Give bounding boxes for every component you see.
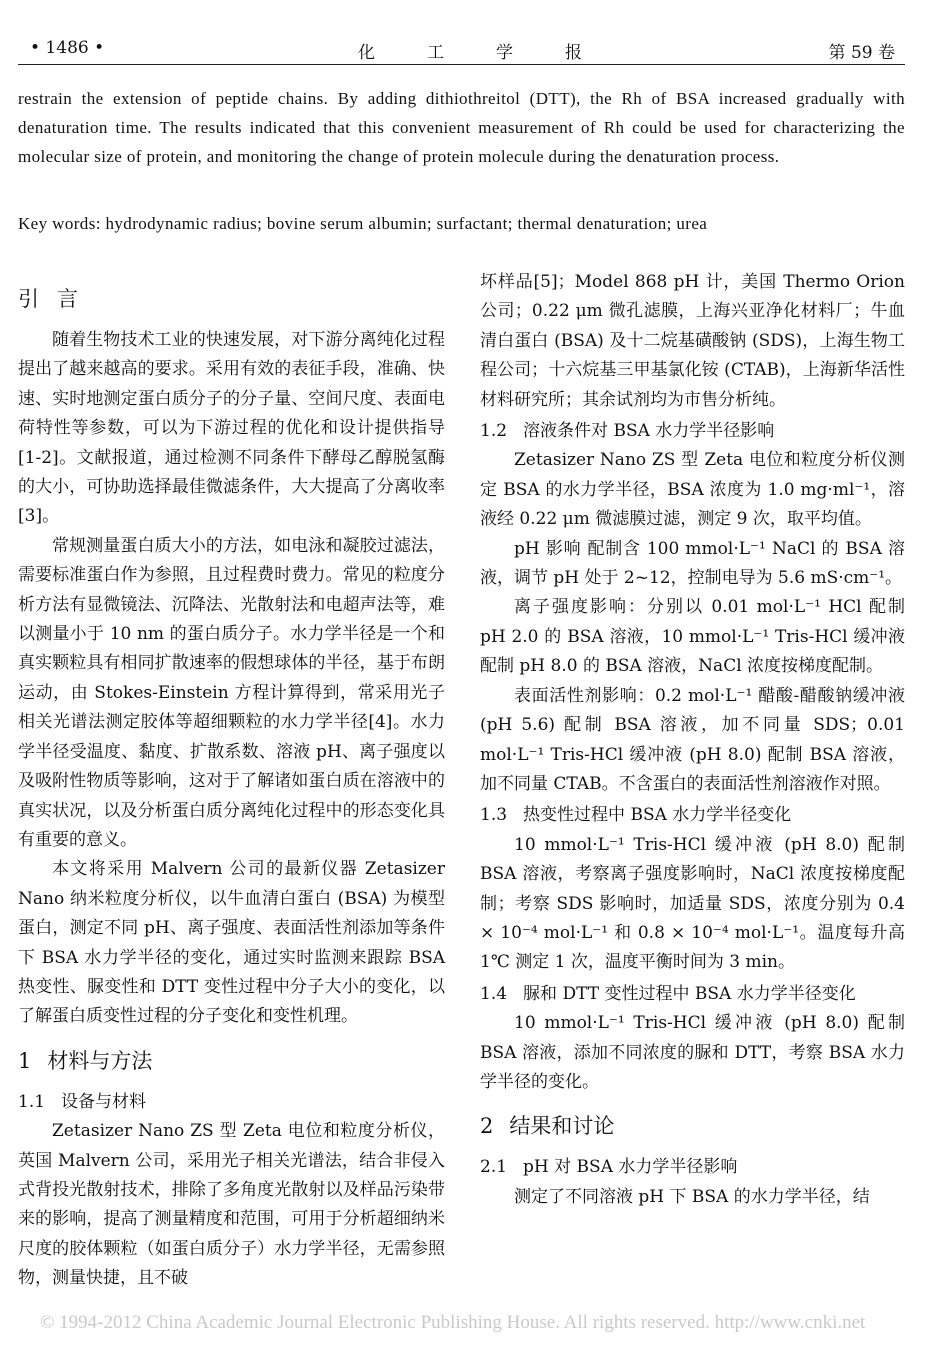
subsection-number: 1.2 [480,421,508,442]
section-title: 结果和讨论 [509,1114,615,1139]
paragraph: 表面活性剂影响：0.2 mol·L⁻¹ 醋酸-醋酸钠缓冲液 (pH 5.6) 配制 BSA 溶液，加不同量 SDS；0.01 mol·L⁻¹ Tris-HCl 缓冲液 (pH 8.0) 配制 BSA 溶液，加不同量 CTAB。不含蛋白的表面活性剂溶液作对照。 [480,685,905,794]
paragraph: Zetasizer Nano ZS 型 Zeta 电位和粒度分析仪测定 BSA 的水力学半径，BSA 浓度为 1.0 mg·ml⁻¹，溶液经 0.22 μm 微滤膜过滤，测定 9 次，取平均值。 [480,450,905,530]
subsection-title: 脲和 DTT 变性过程中 BSA 水力学半径变化 [523,983,856,1004]
section-heading [480,1109,905,1143]
paragraph: Zetasizer Nano ZS 型 Zeta 电位和粒度分析仪，英国 Malvern 公司，采用光子相关光谱法，结合非侵入式背投光散射技术，排除了多角度光散射以及样品污染带来的影响，提高了测量精度和范围，可用于分析超细纳米尺度的胶体颗粒（如蛋白质分子）水力学半径，无需参照物，测量快捷，且不破 [18,1121,445,1289]
section-heading [18,1044,445,1078]
page-header [18,36,905,65]
subsection-number: 1.3 [480,805,508,826]
section-number: 1 [18,1048,32,1073]
intro-heading: 引言 [18,287,96,311]
page-number: • 1486 • [30,38,105,58]
subsection-heading [480,980,905,1009]
paragraph: 10 mmol·L⁻¹ Tris-HCl 缓冲液 (pH 8.0) 配制 BSA 溶液，考察离子强度影响时，NaCl 浓度按梯度配制；考察 SDS 影响时，加适量 SDS，浓度分别为 0.4 × 10⁻⁴ mol·L⁻¹ 和 0.8 × 10⁻⁴ mol·L⁻¹。温度每升高 1℃ 测定 1 次，温度平衡时间为 3 min。 [480,834,905,973]
section-title: 材料与方法 [47,1048,153,1073]
subsection-title: 热变性过程中 BSA 水力学半径变化 [523,805,792,826]
subsection-heading [480,801,905,830]
subsection-number: 2.1 [480,1157,508,1178]
paragraph: 10 mmol·L⁻¹ Tris-HCl 缓冲液 (pH 8.0) 配制 BSA 溶液，添加不同浓度的脲和 DTT，考察 BSA 水力学半径的变化。 [480,1013,905,1092]
subsection-title: pH 对 BSA 水力学半径影响 [523,1157,738,1178]
paragraph: pH 影响 配制含 100 mmol·L⁻¹ NaCl 的 BSA 溶液，调节 pH 处于 2~12，控制电导为 5.6 mS·cm⁻¹。 [480,538,905,589]
right-column [480,268,905,1212]
section-number: 2 [480,1114,494,1139]
paragraph: 随着生物技术工业的快速发展，对下游分离纯化过程提出了越来越高的要求。采用有效的表征手段，准确、快速、实时地测定蛋白质分子的分子量、空间尺度、表面电荷特性等参数，可以为下游过程的优化和设计提供指导[1-2]。文献报道，通过检测不同条件下酵母乙醇脱氢酶的大小，可协助选择最佳微滤条件，大大提高了分离收率[3]。 [18,330,445,527]
paragraph: 离子强度影响：分别以 0.01 mol·L⁻¹ HCl 配制 pH 2.0 的 BSA 溶液，10 mmol·L⁻¹ Tris-HCl 缓冲液配制 pH 8.0 的 BSA 溶液，NaCl 浓度按梯度配制。 [480,597,905,677]
keywords: Key words: hydrodynamic radius; bovine serum albumin; surfactant; thermal denaturation; urea [18,214,708,233]
subsection-title: 溶液条件对 BSA 水力学半径影响 [523,421,775,442]
subsection-title: 设备与材料 [61,1091,147,1112]
paragraph: 坏样品[5]；Model 868 pH 计，美国 Thermo Orion 公司；0.22 μm 微孔滤膜，上海兴亚净化材料厂；牛血清白蛋白 (BSA) 及十二烷基磺酸钠 (SDS)，上海生物工程公司；十六烷基三甲基氯化铵 (CTAB)，上海新华活性材料研究所；其余试剂均为市售分析纯。 [480,272,905,410]
abstract-text: restrain the extension of peptide chains. By adding dithiothreitol (DTT), the Rh of BSA increased gradually with denaturation time. The results indicated that this convenient measurement of Rh could be used for characterizing the molecular size of protein, and monitoring the change of protein molecule during the denaturation process. [18,89,905,166]
copyright-watermark: © 1994-2012 China Academic Journal Electronic Publishing House. All rights reserved. http://www.cnki.net [40,1312,866,1333]
subsection-number: 1.1 [18,1091,46,1112]
paragraph: 测定了不同溶液 pH 下 BSA 的水力学半径，结 [514,1186,870,1207]
paragraph: 本文将采用 Malvern 公司的最新仪器 Zetasizer Nano 纳米粒度分析仪，以牛血清白蛋白 (BSA) 为模型蛋白，测定不同 pH、离子强度、表面活性剂添加等条件下 BSA 水力学半径的变化，通过实时监测来跟踪 BSA 热变性、脲变性和 DTT 变性过程中分子大小的变化，以了解蛋白质变性过程的分子变化和变性机理。 [18,859,445,1027]
subsection-heading [480,417,905,446]
left-column [18,268,445,1294]
paragraph: 常规测量蛋白质大小的方法，如电泳和凝胶过滤法，需要标准蛋白作为参照，且过程费时费力。常见的粒度分析方法有显微镜法、沉降法、光散射法和电超声法等，难以测量小于 10 nm 的蛋白质分子。水力学半径是一个和真实颗粒具有相同扩散速率的假想球体的半径，基于布朗运动，由 Stokes-Einstein 方程计算得到，常采用光子相关光谱法测定胶体等超细颗粒的水力学半径[4]。水力学半径受温度、黏度、扩散系数、溶液 pH、离子强度以及吸附性物质等影响，这对于了解诸如蛋白质在溶液中的真实状况，以及分析蛋白质分离纯化过程中的形态变化具有重要的意义。 [18,535,445,850]
journal-title: 化工学报 [358,43,634,63]
subsection-heading [18,1088,445,1117]
subsection-heading [480,1153,905,1182]
volume-label: 第 59 卷 [828,43,895,63]
subsection-number: 1.4 [480,983,508,1004]
